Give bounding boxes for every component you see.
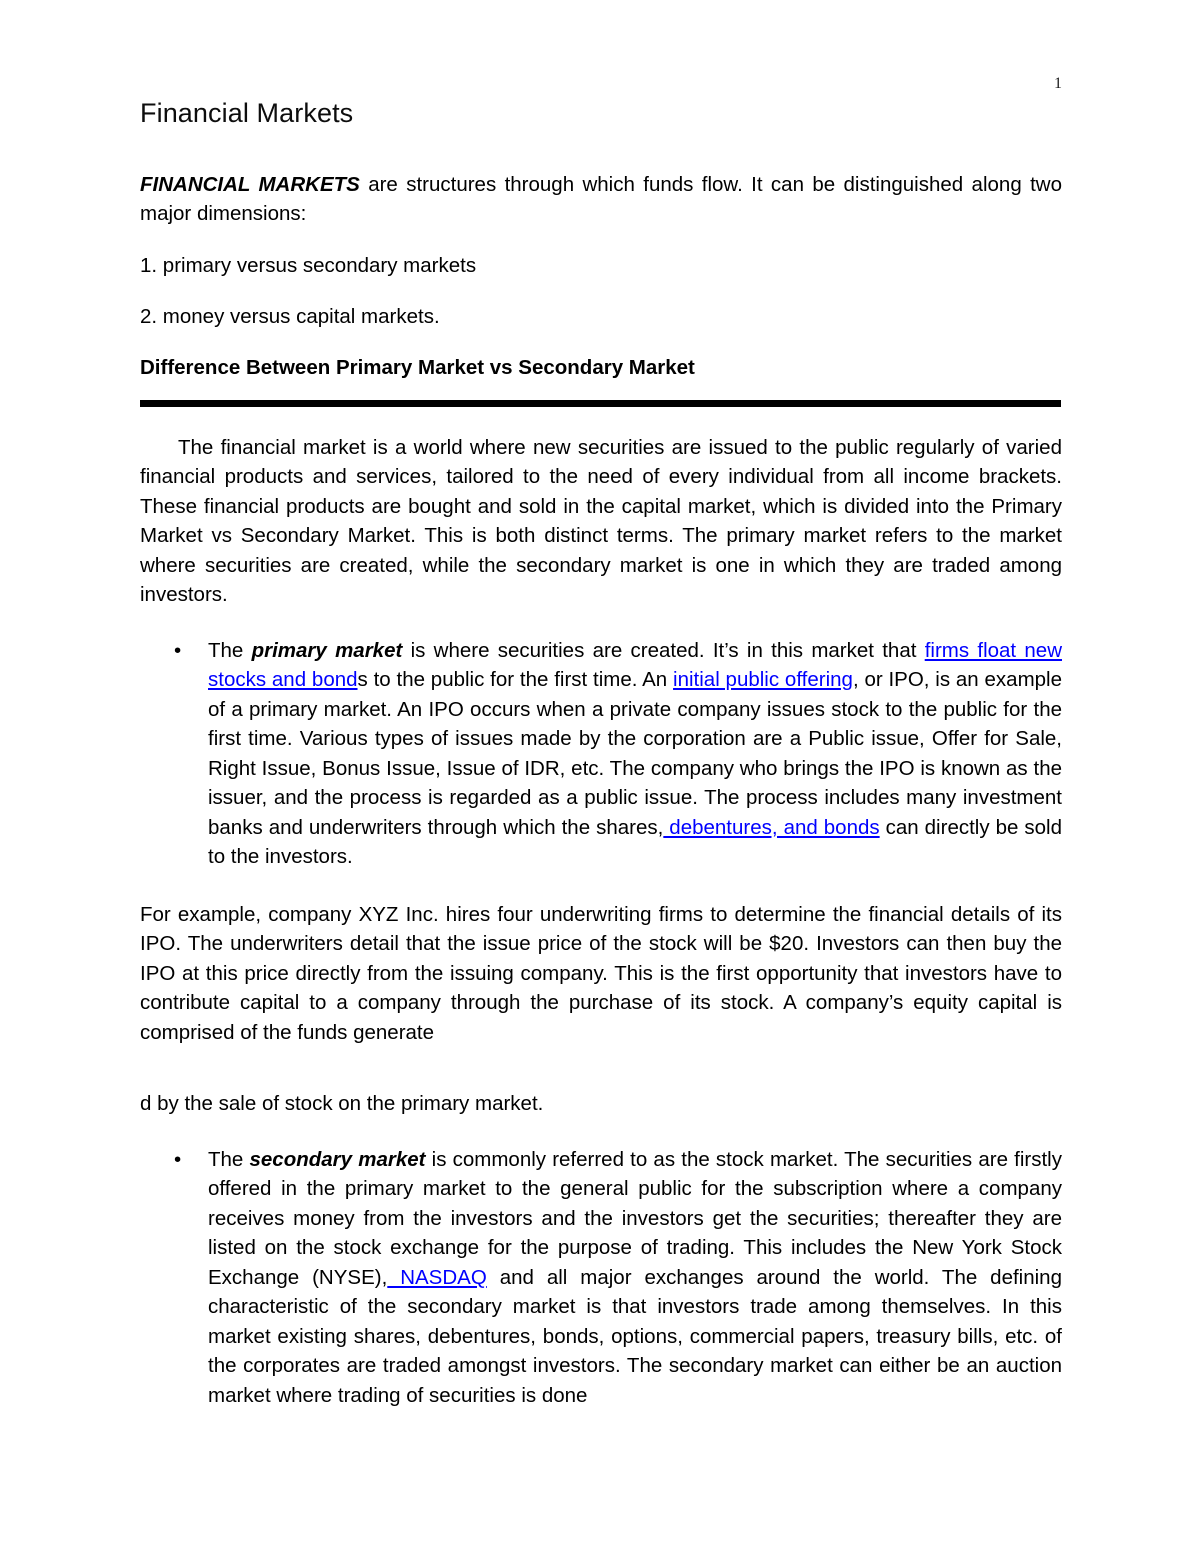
bullet2-emphasis-secondary-market: secondary market bbox=[249, 1147, 426, 1171]
intro-lead-emphasis: FINANCIAL MARKETS bbox=[140, 172, 360, 196]
bullet-marker-icon: • bbox=[174, 638, 182, 662]
link-nasdaq[interactable]: NASDAQ bbox=[387, 1265, 487, 1289]
example-paragraph: For example, company XYZ Inc. hires four underwriting firms to determine the financial details of its IPO. The underwriters detail that the issue price of the stock will be $20. Investors can then buy the IPO at this price directly from the issuing company. This is the first opportunity that investors have to contribute capital to a company through the purchase of its stock. A company’s equity capital is comprised of the funds generate bbox=[140, 902, 1062, 1044]
page-title: Financial Markets bbox=[140, 98, 354, 128]
link-initial-public-offering[interactable]: initial public offering bbox=[673, 668, 853, 692]
bullet1-segment-3: s to the public for the first time. An bbox=[357, 668, 674, 692]
bullet2-segment-3: and all major exchanges around the world. The defining characteristic of the secondary market is that investors trade among themselves. In this market existing shares, debentures, bonds, options, commercial papers, treasury bills, etc. of the corporates are traded amongst investors. The secondary market can either be an auction market where trading of securities is done bbox=[208, 1265, 1062, 1407]
link-debentures-and-bonds[interactable]: debentures, and bonds bbox=[663, 815, 880, 839]
secondary-market-list bbox=[140, 1119, 1062, 1411]
section-heading: Difference Between Primary Market vs Secondary Market bbox=[140, 355, 695, 379]
bullet1-emphasis-primary-market: primary market bbox=[251, 638, 403, 662]
bullet1-segment-1: The bbox=[208, 638, 252, 662]
bullet1-segment-4: , or IPO, is an example of a primary market. An IPO occurs when a private company issues stock to the public for the first time. Various types of issues made by the corporation are a Public issue, Offer for Sale, Right Issue, Bonus Issue, Issue of IDR, etc. The company who brings the IPO is known as the issuer, and the process is regarded as a public issue. The process includes many investment banks and underwriters through which the shares, bbox=[208, 668, 1063, 839]
bullet2-segment-1: The bbox=[208, 1147, 250, 1171]
horizontal-rule bbox=[140, 400, 1061, 407]
link-firms-float-new-stocks-and-bonds[interactable]: firms float new stocks and bond bbox=[208, 638, 1062, 692]
bullet1-segment-2: is where securities are created. It’s in this market that bbox=[402, 638, 925, 662]
dimension-item-2: 2. money versus capital markets. bbox=[140, 305, 440, 329]
list-item bbox=[140, 1145, 1062, 1411]
intro-paragraph bbox=[140, 131, 1062, 229]
bullet2-segment-2: is commonly referred to as the stock market. The securities are firstly offered in the primary market to the general public for the subscription where a company receives money from the investors and the investors get the securities; thereafter they are listed on the stock exchange for the purpose of trading. This includes the New York Stock Exchange (NYSE), bbox=[208, 1147, 1062, 1289]
bullet-marker-icon: • bbox=[174, 1147, 182, 1171]
primary-market-list bbox=[140, 610, 1062, 872]
intro-rest-text: are structures through which funds flow. It can be distinguished along two major dimensions: bbox=[140, 172, 1062, 226]
body-paragraph: The financial market is a world where new securities are issued to the public regularly of varied financial products and services, tailored to the need of every individual from all income brackets. These financial products are bought and sold in the capital market, which is divided into the Primary Market vs Secondary Market. This is both distinct terms. The primary market refers to the market where securities are created, while the secondary market is one in which they are traded among investors. bbox=[140, 435, 1062, 607]
continuation-paragraph: d by the sale of stock on the primary market. bbox=[140, 1092, 544, 1116]
bullet1-segment-5: can directly be sold to the investors. bbox=[208, 815, 1062, 869]
dimension-item-1: 1. primary versus secondary markets bbox=[140, 253, 477, 277]
page-number: 1 bbox=[1054, 75, 1062, 92]
list-item bbox=[140, 636, 1062, 872]
page-content bbox=[140, 60, 1062, 1410]
